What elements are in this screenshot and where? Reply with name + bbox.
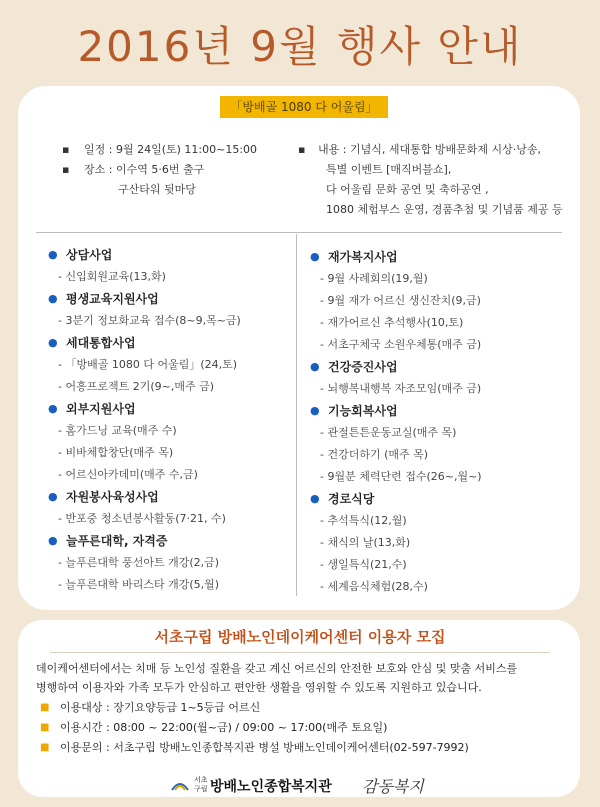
list-item: - 어흥프로젝트 2기(9~,매주 금): [58, 380, 215, 393]
list-item: - 관절튼튼운동교실(매주 목): [320, 426, 457, 439]
square-bullet-icon: ■: [40, 742, 50, 753]
org-name: 방배노인종합복지관: [210, 779, 332, 795]
section-heading: ● 늘푸른대학, 자격증: [46, 530, 286, 552]
section-heading: ● 자원봉사육성사업: [46, 486, 286, 508]
info-row: ▪ 장소 : 이수역 5·6번 출구: [62, 163, 205, 176]
section-heading: ● 상담사업: [46, 244, 286, 266]
bullet-icon: ●: [48, 292, 58, 305]
recruit-text-line: 병행하여 이용자와 가족 모두가 안심하고 편안한 생활을 영위할 수 있도록 지원하고 있습니다.: [36, 681, 482, 694]
list-item: ■ 이용시간 : 08:00 ~ 22:00(월~금) / 09:00 ~ 17:00(매주 토요일): [36, 718, 576, 738]
list-item: - 재가어르신 추석행사(10,토): [320, 316, 464, 329]
list-item: - 신입회원교육(13,화): [58, 270, 166, 283]
logo-mark-icon: [170, 776, 190, 794]
recruit-list: [36, 698, 576, 758]
bullet-icon: ●: [310, 250, 320, 263]
info-row: 1080 체험부스 운영, 경품추첨 및 기념품 제공 등: [326, 203, 563, 216]
program-column-right: [308, 246, 558, 598]
bullet-icon: ●: [310, 404, 320, 417]
list-item: - 뇌행복내행복 자조모임(매주 금): [320, 382, 482, 395]
logo-small-label: 서초 구립: [194, 776, 208, 793]
list-item: ■ 이용대상 : 장기요양등급 1~5등급 어르신: [36, 698, 576, 718]
section-heading: ● 재가복지사업: [308, 246, 558, 268]
footer-logo: [170, 774, 430, 800]
section-heading: ● 건강증진사업: [308, 356, 558, 378]
section-heading: ● 외부지원사업: [46, 398, 286, 420]
program-column-left: [46, 244, 286, 596]
page-title: 2016년 9월 행사 안내: [77, 22, 523, 71]
section-heading: ● 기능회복사업: [308, 400, 558, 422]
square-bullet-icon: ■: [40, 722, 50, 733]
list-item: - 생일특식(21,수): [320, 558, 407, 571]
section-heading: ● 경로식당: [308, 488, 558, 510]
list-item: - 반포중 청소년봉사활동(7·21, 수): [58, 512, 226, 525]
info-row: 다 어울림 문화 공연 및 축하공연 ,: [326, 183, 489, 196]
list-item: - 3분기 정보화교육 접수(8~9,목~금): [58, 314, 241, 327]
recruit-title: 서초구립 방배노인데이케어센터 이용자 모집: [154, 628, 446, 646]
list-item: - 비바체합창단(매주 목): [58, 446, 174, 459]
list-item: - 9월 사례회의(19,월): [320, 272, 428, 285]
list-item: - 9월 재가 어르신 생신잔치(9,금): [320, 294, 481, 307]
list-item: - 늘푸른대학 바리스타 개강(5,월): [58, 578, 220, 591]
event-info-left: [62, 140, 257, 200]
square-bullet-icon: ■: [40, 702, 50, 713]
list-item: - 「방배골 1080 다 어울림」(24,토): [58, 358, 238, 371]
signature: 감동복지: [362, 777, 424, 796]
bullet-icon: ●: [48, 534, 58, 547]
section-heading: ● 세대통합사업: [46, 332, 286, 354]
bullet-icon: ●: [310, 360, 320, 373]
list-item: - 홈가드닝 교육(매주 수): [58, 424, 177, 437]
list-item: - 추석특식(12,월): [320, 514, 407, 527]
list-item: - 서초구체국 소원우체통(매주 금): [320, 338, 482, 351]
bullet-icon: ●: [48, 402, 58, 415]
recruit-description: [36, 659, 576, 697]
info-row: ▪ 내용 : 기념식, 세대통합 방배문화제 시상·낭송,: [298, 143, 541, 156]
bullet-icon: ●: [48, 490, 58, 503]
list-item: - 세계음식체험(28,수): [320, 580, 428, 593]
list-item: - 어르신아카데미(매주 수,금): [58, 468, 198, 481]
recruit-text-line: 데이케어센터에서는 치매 등 노인성 질환을 갖고 계신 어르신의 안전한 보호와 안심 및 맞춤 서비스를: [36, 662, 518, 675]
bullet-icon: ●: [48, 336, 58, 349]
divider: [36, 232, 562, 233]
list-item: - 채식의 날(13,화): [320, 536, 411, 549]
list-item: ■ 이용문의 : 서초구립 방배노인종합복지관 병설 방배노인데이케어센터(02-597-7992): [36, 738, 576, 758]
list-item: - 9월분 체력단련 접수(26~,월~): [320, 470, 482, 483]
list-item: - 건강더하기 (매주 목): [320, 448, 429, 461]
bullet-icon: ●: [310, 492, 320, 505]
info-row: 특별 이벤트 [매직버블쇼],: [326, 163, 452, 176]
section-heading: ● 평생교육지원사업: [46, 288, 286, 310]
list-item: - 늘푸른대학 풍선아트 개강(2,금): [58, 556, 220, 569]
info-row: ▪ 일정 : 9월 24일(토) 11:00~15:00: [62, 143, 258, 156]
info-row: 구산타워 뒷마당: [118, 183, 196, 196]
divider: [50, 652, 550, 653]
event-banner: 「방배골 1080 다 어울림」: [220, 96, 388, 118]
bullet-icon: ●: [48, 248, 58, 261]
event-info-right: [298, 140, 563, 220]
column-divider: [296, 234, 297, 596]
